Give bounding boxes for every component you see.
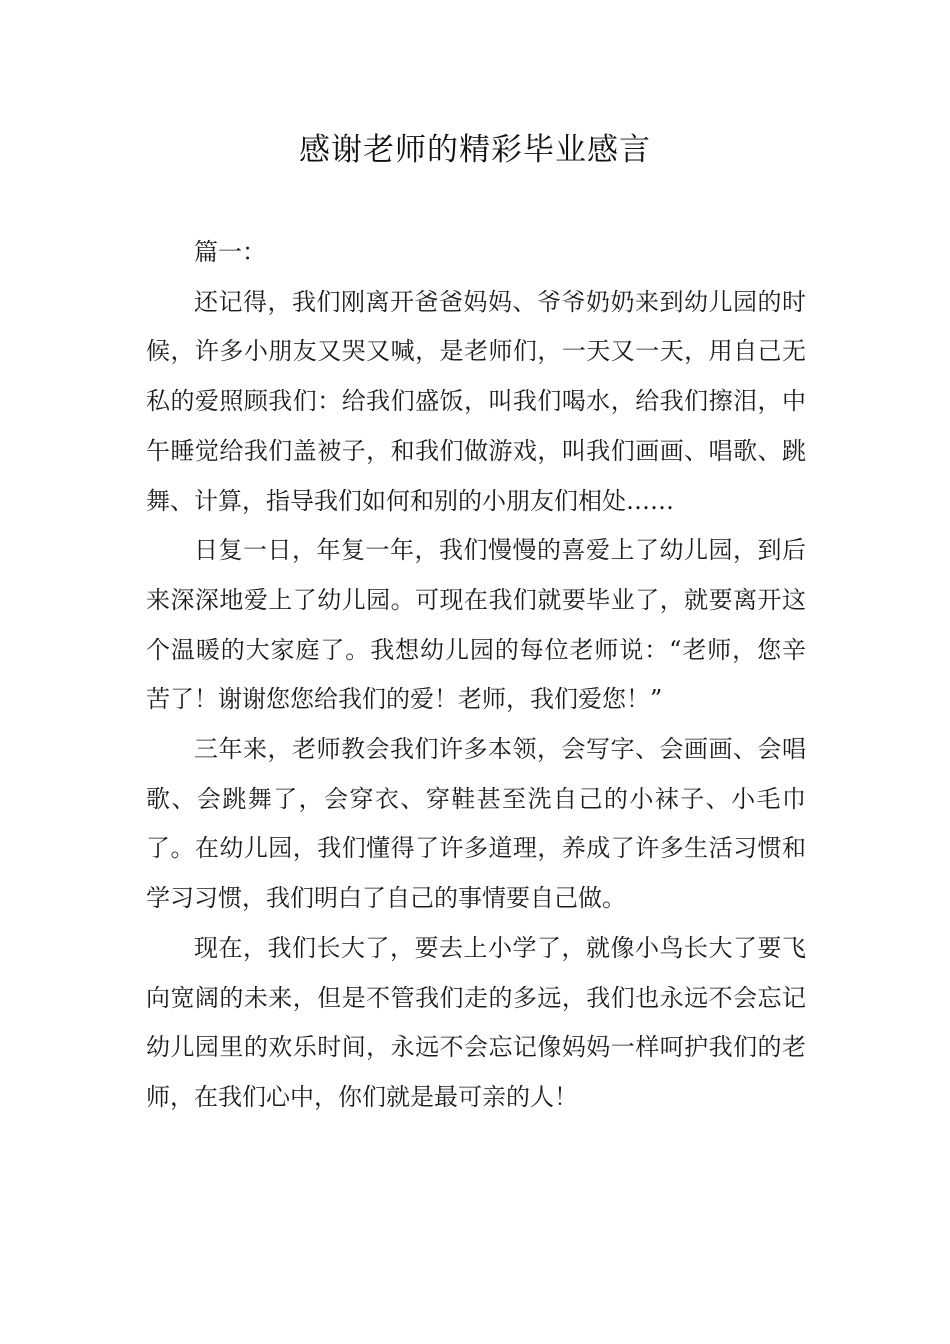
paragraph-2: 日复一日，年复一年，我们慢慢的喜爱上了幼儿园，到后来深深地爱上了幼儿园。可现在我们就要毕业了，就要离开这个温暖的大家庭了。我想幼儿园的每位老师说：“老师，您辛苦了！谢谢您您给我们的爱！老师，我们爱您！”	[146, 536, 806, 714]
document-title: 感谢老师的精彩毕业感言	[299, 132, 651, 168]
document-body	[146, 228, 806, 1123]
section-label: 篇一：	[194, 238, 266, 266]
paragraph-1: 还记得，我们刚离开爸爸妈妈、爷爷奶奶来到幼儿园的时候，许多小朋友又哭又喊，是老师们，一天又一天，用自己无私的爱照顾我们：给我们盛饭，叫我们喝水，给我们擦泪，中午睡觉给我们盖被子，和我们做游戏，叫我们画画、唱歌、跳舞、计算，指导我们如何和别的小朋友们相处……	[146, 287, 806, 515]
paragraph-4: 现在，我们长大了，要去上小学了，就像小鸟长大了要飞向宽阔的未来，但是不管我们走的多远，我们也永远不会忘记幼儿园里的欢乐时间，永远不会忘记像妈妈一样呵护我们的老师，在我们心中，你们就是最可亲的人！	[146, 933, 806, 1111]
paragraph-3: 三年来，老师教会我们许多本领，会写字、会画画、会唱歌、会跳舞了，会穿衣、穿鞋甚至洗自己的小袜子、小毛巾了。在幼儿园，我们懂得了许多道理，养成了许多生活习惯和学习习惯，我们明白了自己的事情要自己做。	[146, 735, 806, 913]
